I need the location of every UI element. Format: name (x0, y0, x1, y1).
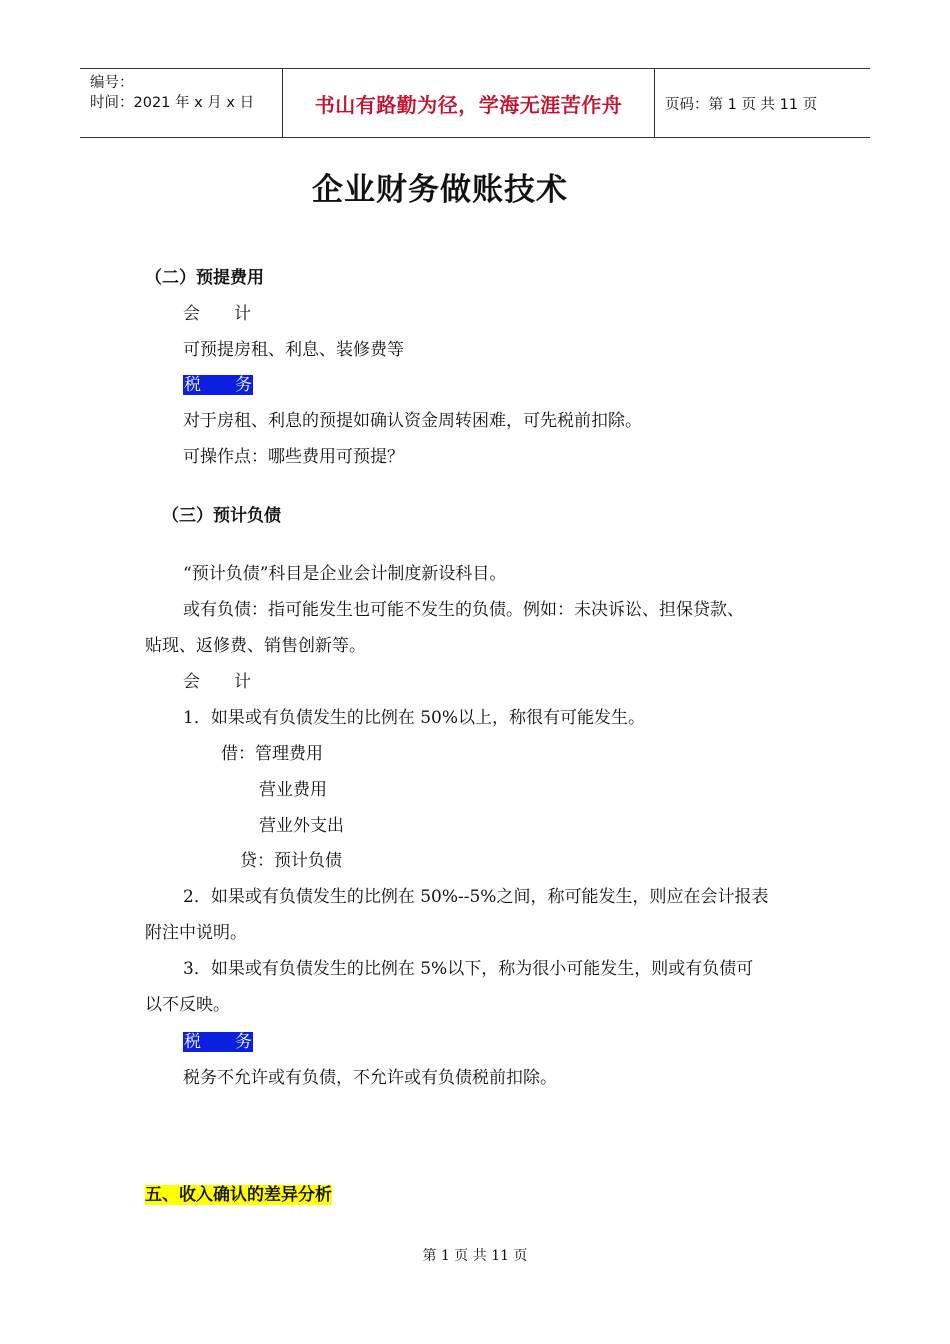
paragraph: 税务不允许或有负债，不允许或有负债税前扣除。 (183, 1068, 557, 1088)
tax-label-1 (183, 373, 253, 397)
tax-label-highlight: 税 务 (184, 375, 252, 395)
journal-credit: 贷：预计负债 (240, 851, 342, 871)
number-label: 编号： (90, 75, 134, 91)
page-footer: 第 1 页 共 11 页 (422, 1248, 528, 1264)
journal-debit-item: 营业费用 (259, 780, 327, 800)
motto: 书山有路勤为径，学海无涯苦作舟 (314, 92, 623, 117)
list-item-cont: 以不反映。 (145, 995, 230, 1015)
paragraph: 或有负债：指可能发生也可能不发生的负债。例如：未决诉讼、担保贷款、 (183, 600, 744, 620)
section-heading-5 (145, 1183, 332, 1207)
header-table (80, 68, 870, 138)
paragraph: 对于房租、利息的预提如确认资金周转困难，可先税前扣除。 (183, 411, 642, 431)
paragraph: “预计负债”科目是企业会计制度新设科目。 (183, 564, 507, 584)
accounting-label-2: 会 计 (183, 672, 251, 692)
paragraph: 可预提房租、利息、装修费等 (183, 340, 404, 360)
section-heading-2: （二）预提费用 (145, 268, 264, 288)
heading-highlight: 五、收入确认的差异分析 (145, 1185, 332, 1205)
tax-label-highlight: 税 务 (184, 1032, 252, 1052)
journal-debit-item: 营业外支出 (259, 816, 344, 836)
date-label: 时间：2021 年 x 月 x 日 (90, 95, 255, 111)
header-page-cell (655, 69, 870, 137)
list-item: 1．如果或有负债发生的比例在 50%以上，称很有可能发生。 (183, 708, 646, 728)
list-item-cont: 附注中说明。 (145, 923, 247, 943)
header-meta (80, 69, 282, 137)
paragraph: 可操作点：哪些费用可预提？ (183, 447, 404, 467)
section-heading-3: （三）预计负债 (162, 506, 281, 526)
paragraph: 贴现、返修费、销售创新等。 (145, 636, 366, 656)
journal-debit: 借：管理费用 (221, 744, 323, 764)
tax-label-2 (183, 1030, 253, 1054)
header-motto-cell (282, 69, 655, 137)
list-item: 2．如果或有负债发生的比例在 50%--5%之间，称可能发生，则应在会计报表 (183, 887, 769, 907)
list-item: 3．如果或有负债发生的比例在 5%以下，称为很小可能发生，则或有负债可 (183, 959, 754, 979)
document-title: 企业财务做账技术 (312, 172, 568, 208)
page-label: 页码：第 1 页 共 11 页 (665, 96, 818, 113)
accounting-label-1: 会 计 (183, 304, 251, 324)
